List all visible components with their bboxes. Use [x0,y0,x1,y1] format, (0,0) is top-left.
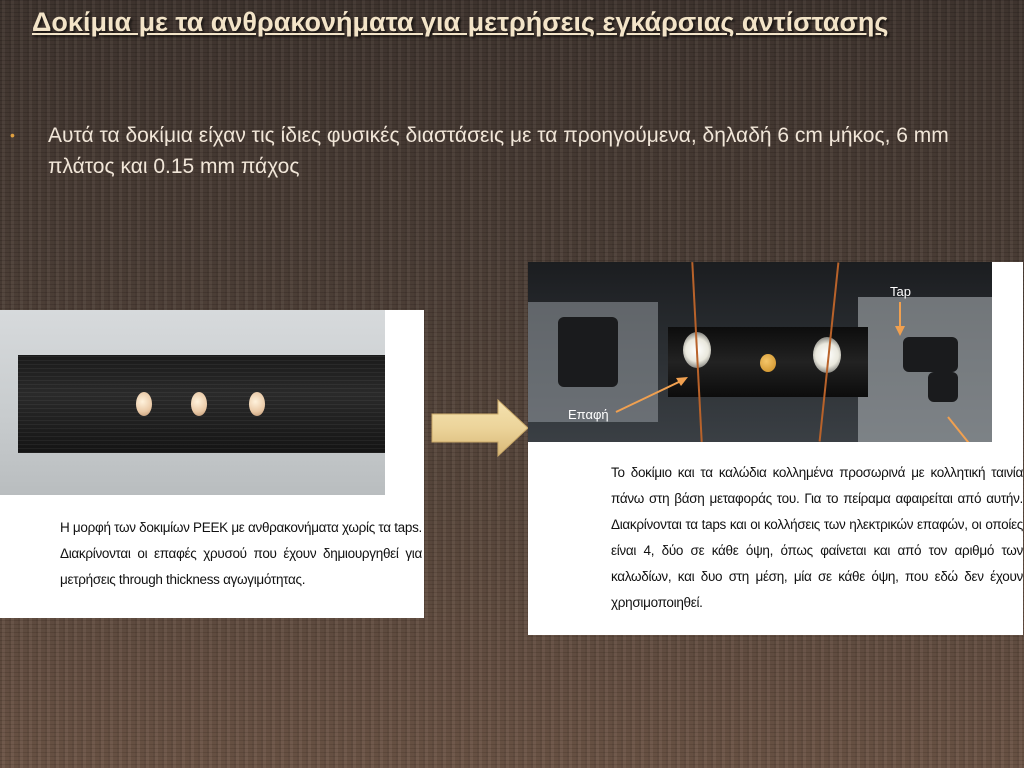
bullet-text: Αυτά τα δοκίμια είχαν τις ίδιες φυσικές διαστάσεις με τα προηγούμενα, δηλαδή 6 cm μήκος, 6 mm πλάτος και 0.15 mm πάχος [48,124,949,178]
tap-label: Tap [890,284,911,299]
right-caption: Το δοκίμιο και τα καλώδια κολλημένα προσωρινά με κολλητική ταινία πάνω στη βάση μεταφοράς του. Για το πείραμα αφαιρείται από αυτήν. Διακρίνονται τα taps και οι κολλήσεις των ηλεκτρικών επαφών, οι οποίες είναι 4, δύο σε κάθε όψη, όπως φαίνεται και από τον αριθμό των καλωδίων, και δυο στη μέση, μία σε κάθε όψη, που εδώ δεν έχουν χρησιμοποιηθεί. [611,465,1023,610]
right-figure [528,262,1023,635]
gold-contact [191,392,207,416]
right-arrow-icon [430,398,530,458]
carbon-fiber-strip [18,355,385,453]
left-caption: Η μορφή των δοκιμίων PEEK με ανθρακονήματα χωρίς τα taps. Διακρίνονται οι επαφές χρυσού που έχουν δημιουργηθεί για μετρήσεις through thickness αγωγιμότητας. [60,520,422,587]
bullet-item [10,120,1010,182]
specimen-photo [0,310,385,495]
contact-label: Επαφή [568,407,609,422]
left-figure [0,310,424,618]
slide-title: Δοκίμια με τα ανθρακονήματα για μετρήσεις εγκάρσιας αντίστασης [32,7,889,37]
gold-contact [249,392,265,416]
gold-contact [136,392,152,416]
bullet-dot-icon: • [10,127,15,143]
setup-photo [528,262,992,442]
